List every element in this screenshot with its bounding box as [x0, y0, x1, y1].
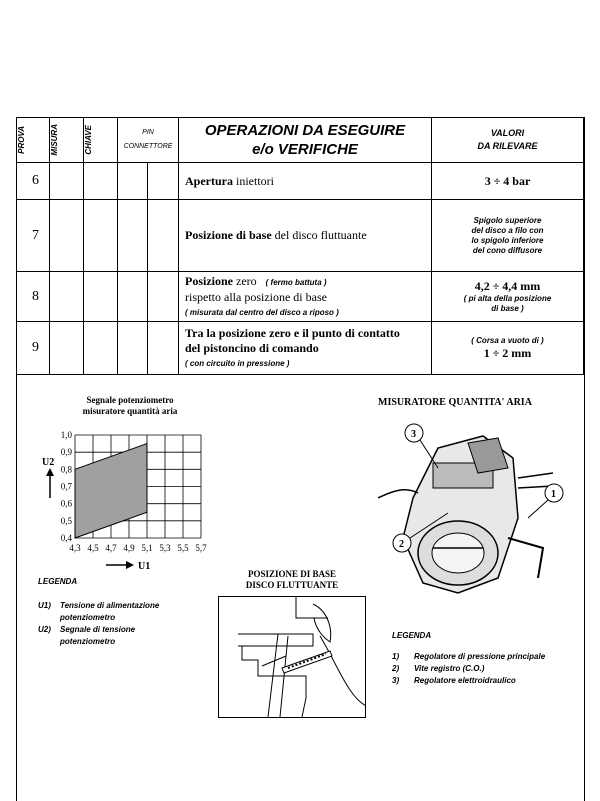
row-operation: Apertura iniettori: [179, 163, 432, 200]
table-row: [17, 322, 584, 375]
row-value: Spigolo superiore del disco a filo con lo spigolo inferiore del cono diffusore: [432, 200, 584, 272]
row-number: 8: [17, 272, 50, 322]
list-item: 3) Regolatore elettroidraulico: [392, 676, 516, 685]
x-tick-label: 4,9: [123, 543, 135, 553]
row-number: 7: [17, 200, 50, 272]
x-axis-label: U1: [138, 561, 151, 572]
table-row: [17, 200, 584, 272]
row-operation: Tra la posizione zero e il punto di contatto del pistoncino di comando ( con circuito in pressione ): [179, 322, 432, 375]
row-value: 3 ÷ 4 bar: [432, 163, 584, 200]
meter-title: MISURATORE QUANTITA' ARIA: [378, 397, 532, 408]
row-number: 6: [17, 163, 50, 200]
callout-3: 3: [411, 429, 416, 440]
y-axis-arrowhead: [46, 468, 54, 476]
air-meter-illustration: [378, 418, 578, 608]
y-tick-label: 0,7: [60, 481, 72, 492]
disc-title: POSIZIONE DI BASE DISCO FLUTTUANTE: [245, 569, 339, 590]
x-tick-label: 5,3: [159, 543, 171, 553]
callout-2: 2: [399, 539, 404, 550]
row-value: 4,2 ÷ 4,4 mm ( pi alta della posizione di base ): [432, 272, 584, 322]
list-item: 1) Regolatore di pressione principale: [392, 652, 546, 661]
y-tick-label: 0,9: [60, 447, 72, 458]
pin-connettore-header: PIN CONNETTORE: [118, 118, 179, 163]
y-tick-label: 0,5: [60, 515, 72, 526]
prova-header: PROVA: [17, 118, 50, 163]
disc-diagram: [218, 596, 366, 718]
row-number: 9: [17, 322, 50, 375]
values-header: VALORI DA RILEVARE: [432, 118, 584, 163]
callout-1: 1: [551, 489, 556, 500]
list-item: U2) Segnale di tensione potenziometro: [38, 625, 136, 646]
table-row: [17, 163, 584, 200]
misura-header: MISURA: [50, 118, 84, 163]
x-tick-label: 4,7: [105, 543, 117, 553]
legend-left-title: LEGENDA: [38, 577, 78, 586]
list-item: 2) Vite registro (C.O.): [392, 664, 485, 673]
potentiometer-chart: [30, 418, 220, 578]
graph-title: Segnale potenziometro misuratore quantità aria: [82, 395, 178, 416]
y-tick-label: 0,6: [60, 498, 72, 509]
y-tick-label: 0,8: [60, 464, 72, 475]
x-tick-label: 5,5: [177, 543, 189, 553]
row-value: ( Corsa a vuoto di ) 1 ÷ 2 mm: [432, 322, 584, 375]
x-tick-label: 4,3: [69, 543, 81, 553]
x-tick-label: 5,7: [195, 543, 207, 553]
legend-right-list: [392, 651, 582, 687]
x-tick-label: 5,1: [141, 543, 153, 553]
row-operation: Posizione di base del disco fluttuante: [179, 200, 432, 272]
x-axis-arrowhead: [126, 561, 134, 569]
x-tick-label: 4,5: [87, 543, 99, 553]
y-tick-label: 1,0: [60, 430, 72, 440]
table-header-row: [17, 118, 584, 163]
legend-right-title: LEGENDA: [392, 631, 432, 640]
y-axis-label: U2: [42, 457, 55, 468]
chiave-header: CHIAVE: [84, 118, 118, 163]
operations-table: [16, 117, 584, 375]
chart-area-band: [75, 444, 147, 538]
floating-disc: [282, 651, 332, 673]
row-operation: Posizione zero ( fermo battuta ) rispetto alla posizione di base ( misurata dal centro del disco a riposo ): [179, 272, 432, 322]
list-item: U1) Tensione di alimentazione potenziometro: [38, 601, 160, 622]
legend-left-list: [38, 600, 208, 648]
y-tick-label: 0,4: [60, 533, 72, 543]
table-row: [17, 272, 584, 322]
operations-header: OPERAZIONI DA ESEGUIRE e/o VERIFICHE: [179, 118, 432, 163]
